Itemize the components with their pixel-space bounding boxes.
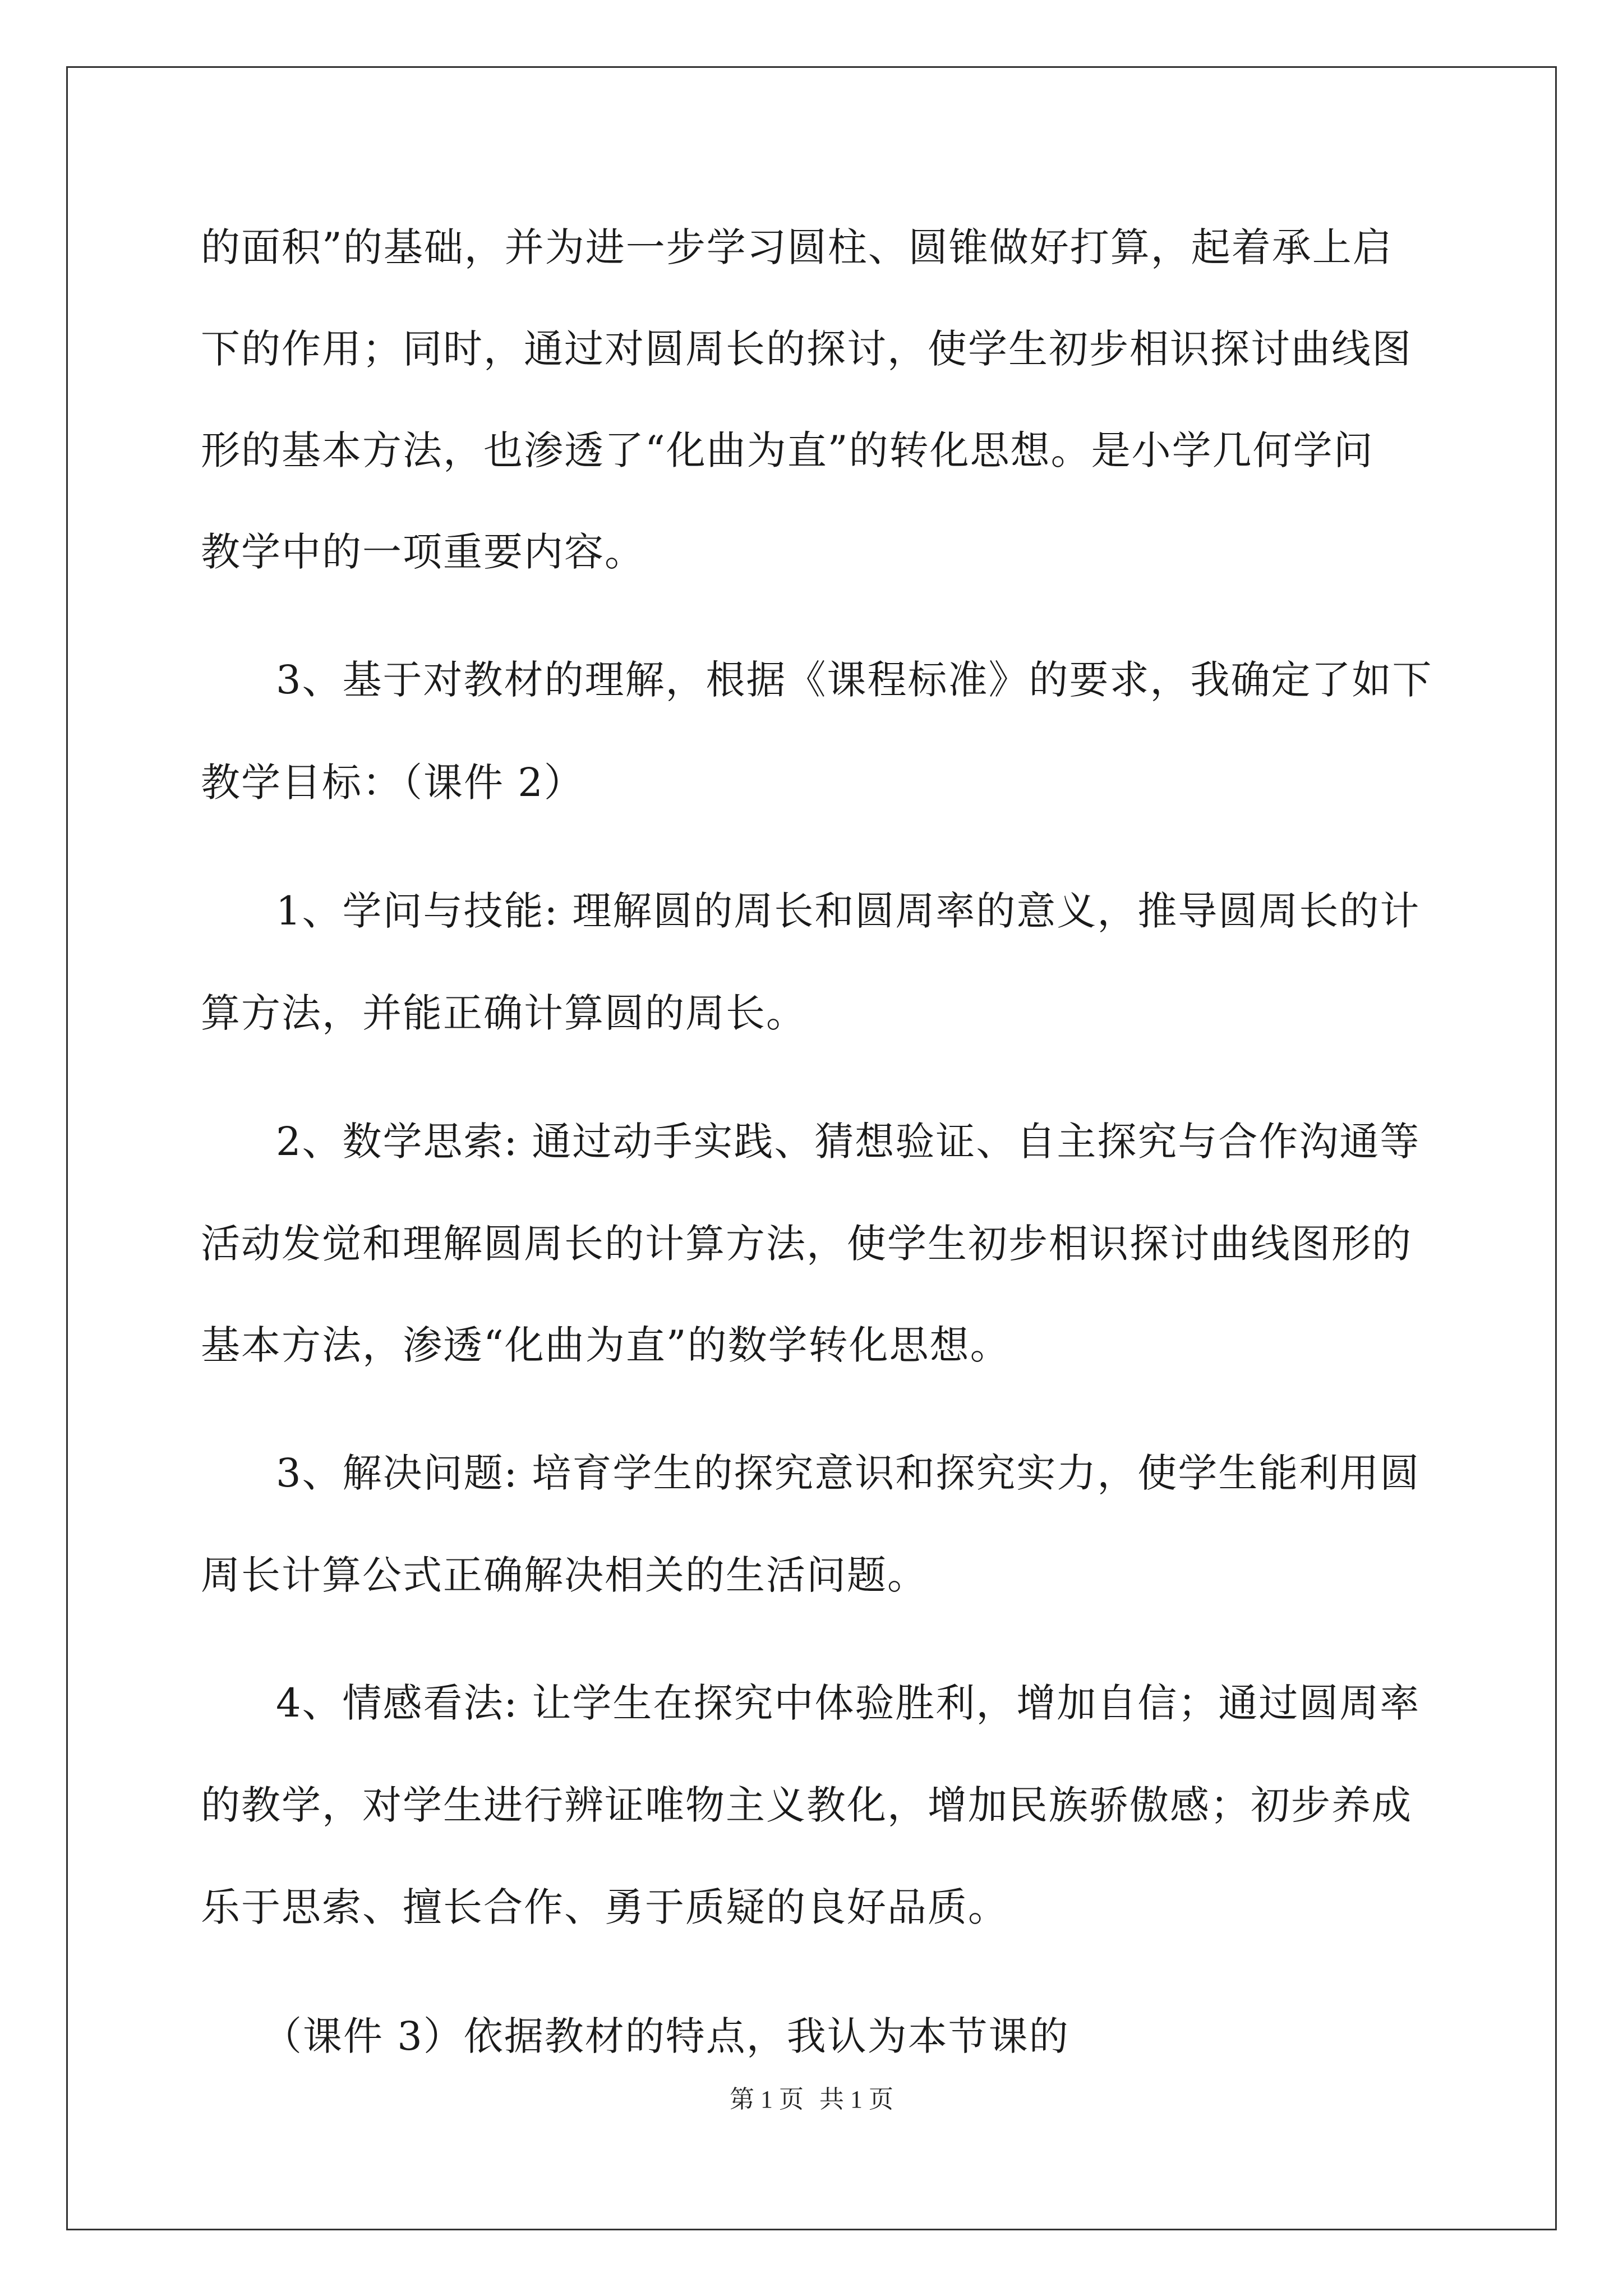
page-total: 共 1 页 bbox=[819, 2086, 893, 2113]
text-line: 的教学，对学生进行辨证唯物主义教化，增加民族骄傲感；初步养成 bbox=[201, 1782, 1412, 1828]
text-line: 形的基本方法，也渗透了“化曲为直”的转化思想。是小学几何学问 bbox=[201, 427, 1374, 473]
text-line: 周长计算公式正确解决相关的生活问题。 bbox=[201, 1552, 928, 1598]
text-line: 3、基于对教材的理解，根据《课程标准》的要求，我确定了如下 bbox=[276, 657, 1433, 703]
text-line: 4、情感看法: 让学生在探究中体验胜利，增加自信；通过圆周率 bbox=[276, 1680, 1421, 1726]
text-line: 乐于思索、擅长合作、勇于质疑的良好品质。 bbox=[201, 1884, 1008, 1930]
text-line: 算方法，并能正确计算圆的周长。 bbox=[201, 990, 806, 1036]
page-footer bbox=[0, 2079, 1623, 2115]
text-line: 教学中的一项重要内容。 bbox=[201, 529, 645, 575]
text-line: 教学目标：（课件 2） bbox=[201, 760, 584, 806]
text-line: 3、解决问题: 培育学生的探究意识和探究实力，使学生能利用圆 bbox=[276, 1450, 1421, 1496]
text-line: 活动发觉和理解圆周长的计算方法，使学生初步相识探讨曲线图形的 bbox=[201, 1221, 1412, 1267]
text-line: 下的作用；同时，通过对圆周长的探讨，使学生初步相识探讨曲线图 bbox=[201, 326, 1412, 372]
text-line: 的面积”的基础，并为进一步学习圆柱、圆锥做好打算，起着承上启 bbox=[201, 224, 1393, 270]
text-line: 基本方法，渗透“化曲为直”的数学转化思想。 bbox=[201, 1322, 1011, 1368]
page-number: 第 1 页 bbox=[730, 2086, 804, 2113]
text-line: 1、学问与技能: 理解圆的周长和圆周率的意义，推导圆周长的计 bbox=[276, 888, 1421, 934]
text-line: 2、数学思索: 通过动手实践、猜想验证、自主探究与合作沟通等 bbox=[276, 1119, 1421, 1165]
text-line: （课件 3）依据教材的特点，我认为本节课的 bbox=[262, 2013, 1069, 2059]
